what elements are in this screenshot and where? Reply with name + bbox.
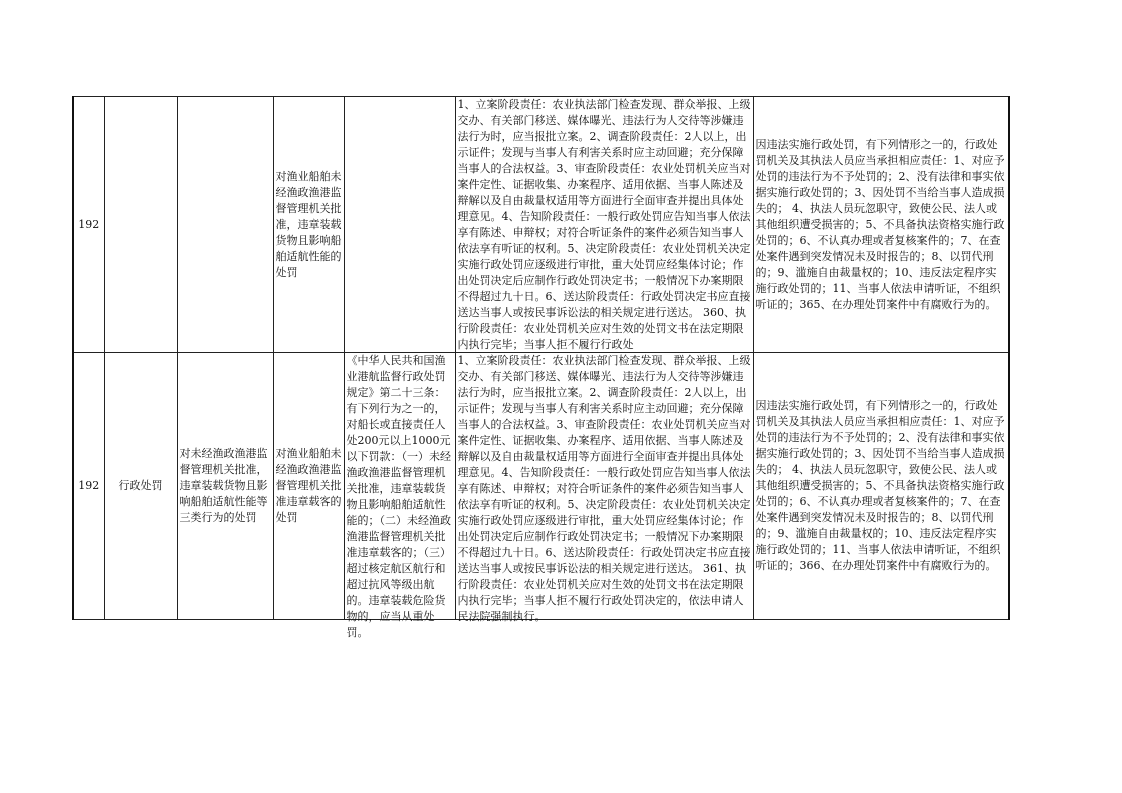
responsibility-cell (455, 97, 753, 353)
category-cell: 行政处罚 (104, 353, 177, 620)
table-row (73, 97, 1009, 353)
item-cell: 对未经渔政渔港监督管理机关批准，违章装载货物且影响船舶适航性能等三类行为的处罚 (177, 353, 273, 620)
sub-item-cell: 对渔业船舶未经渔政渔港监督管理机关批准，违章装载货物且影响船舶适航性能的处罚 (273, 97, 344, 353)
table-row (73, 353, 1009, 620)
legal-basis-cell (344, 353, 455, 639)
responsibility-text: 1、立案阶段责任：农业执法部门检查发现、群众举报、上级交办、有关部门移送、媒体曝光、违法行为人交待等涉嫌违法行为时，应当报批立案。2、调查阶段责任：2人以上，出示证件；发现与当事人有利害关系时应主动回避；充分保障当事人的合法权益。3、审查阶段责任：农业处罚机关应当对案件定性、证据收集、办案程序、适用依据、当事人陈述及辩解以及自由裁量权适用等方面进行全面审查并提出具体处理意见。4、告知阶段责任：一般行政处罚应告知当事人依法享有陈述、申辩权；对符合听证条件的案件必须告知当事人依法享有听证的权利。5、决定阶段责任：农业处罚机关决定实施行政处罚应逐级进行审批，重大处罚应经集体讨论；作出处罚决定后应制作行政处罚决定书；一般情况下办案期限不得超过九十日。6、送达阶段责任：行政处罚决定书应直接送达当事人或按民事诉讼法的相关规定进行送达。 360、执行阶段责任：农业处罚机关应对生效的处罚文书在法定期限内执行完毕；当事人拒不履行行政处 (457, 98, 751, 351)
legal-basis-cell (344, 97, 455, 353)
category-cell (104, 97, 177, 353)
penalty-table (72, 96, 1010, 639)
row-number: 192 (73, 353, 104, 620)
legal-basis-text: 《中华人民共和国渔业港航监督行政处罚规定》第二十三条：有下列行为之一的，对船长或直接责任人处200元以上1000元以下罚款：（一）未经渔政渔港监督管理机关批准，违章装载货物且影响船舶适航性能的；（二）未经渔政渔港监督管理机关批准违章载客的；（三）超过核定航区航行和超过抗风等级出航的。违章装载危险货物的，应当从重处罚。 (346, 354, 451, 639)
responsibility-cell (455, 353, 753, 623)
penalty-table-page (72, 96, 1008, 639)
responsibility-text: 1、立案阶段责任：农业执法部门检查发现、群众举报、上级交办、有关部门移送、媒体曝光、违法行为人交待等涉嫌违法行为时，应当报批立案。2、调查阶段责任：2人以上，出示证件；发现与当事人有利害关系时应主动回避；充分保障当事人的合法权益。3、审查阶段责任：农业处罚机关应当对案件定性、证据收集、办案程序、适用依据、当事人陈述及辩解以及自由裁量权适用等方面进行全面审查并提出具体处理意见。4、告知阶段责任：一般行政处罚应告知当事人依法享有陈述、申辩权；对符合听证条件的案件必须告知当事人依法享有听证的权利。5、决定阶段责任：农业处罚机关决定实施行政处罚应逐级进行审批，重大处罚应经集体讨论；作出处罚决定后应制作行政处罚决定书；一般情况下办案期限不得超过九十日。6、送达阶段责任：行政处罚决定书应直接送达当事人或按民事诉讼法的相关规定进行送达。 361、执行阶段责任：农业处罚机关应对生效的处罚文书在法定期限内执行完毕；当事人拒不履行行政处罚决定的，依法申请人民法院强制执行。 (457, 354, 751, 623)
accountability-cell: 因违法实施行政处罚，有下列情形之一的，行政处罚机关及其执法人员应当承担相应责任：1、对应予处罚的违法行为不予处罚的；2、没有法律和事实依据实施行政处罚的；3、因处罚不当给当事人造成损失的； 4、执法人员玩忽职守，致使公民、法人或其他组织遭受损害的；5、不具备执法资格实施行政处罚的；6、不认真办理或者复核案件的；7、在查处案件遇到突发情况未及时报告的；8、以罚代刑的；9、滥施自由裁量权的；10、违反法定程序实施行政处罚的；11、当事人依法申请听证，不组织听证的；365、在办理处罚案件中有腐败行为的。 (753, 97, 1009, 353)
sub-item-cell: 对渔业船舶未经渔政渔港监督管理机关批准违章载客的处罚 (273, 353, 344, 620)
row-number: 192 (73, 97, 104, 353)
item-cell (177, 97, 273, 353)
accountability-cell: 因违法实施行政处罚，有下列情形之一的，行政处罚机关及其执法人员应当承担相应责任：1、对应予处罚的违法行为不予处罚的；2、没有法律和事实依据实施行政处罚的；3、因处罚不当给当事人造成损失的； 4、执法人员玩忽职守，致使公民、法人或其他组织遭受损害的；5、不具备执法资格实施行政处罚的；6、不认真办理或者复核案件的；7、在查处案件遇到突发情况未及时报告的；8、以罚代刑的；9、滥施自由裁量权的；10、违反法定程序实施行政处罚的；11、当事人依法申请听证，不组织听证的；366、在办理处罚案件中有腐败行为的。 (753, 353, 1009, 620)
